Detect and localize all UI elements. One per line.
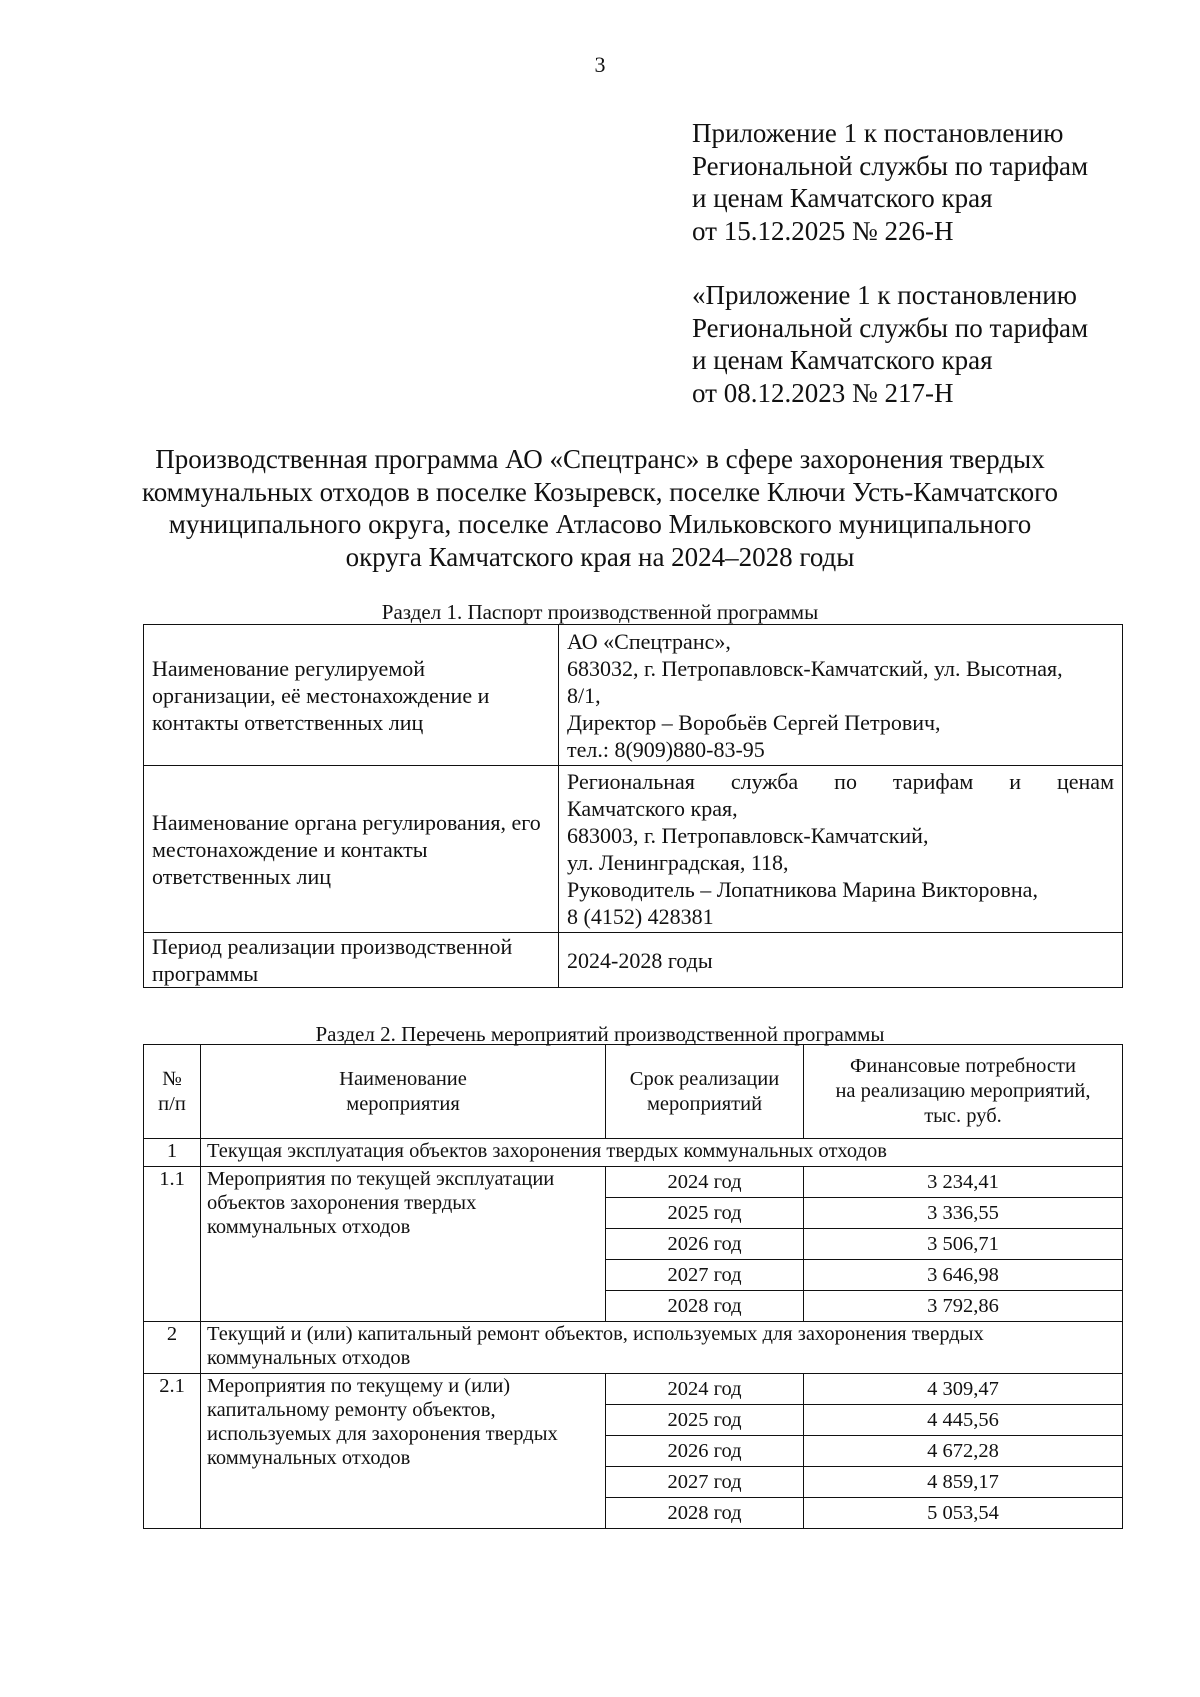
header-text: мероприятий: [646, 1092, 763, 1115]
item-year: 2026 год: [606, 1436, 804, 1467]
passport-value-line: ул. Ленинградская, 118,: [567, 850, 789, 875]
passport-value: [559, 933, 1123, 988]
header-finance: [804, 1045, 1123, 1139]
appendix-line: Региональной службы по тарифам: [692, 312, 1089, 343]
item-year: 2025 год: [606, 1405, 804, 1436]
passport-value: [559, 766, 1123, 933]
passport-row-organization: [144, 625, 1123, 766]
passport-value-line: 8 (4152) 428381: [567, 904, 714, 929]
item-name: Мероприятия по текущему и (или) капитальному ремонту объектов, используемых для захоронения твердых коммунальных отходов: [201, 1374, 606, 1529]
item-year: 2026 год: [606, 1229, 804, 1260]
plan-header-row: [144, 1045, 1123, 1139]
passport-value-line: АО «Спецтранс»,: [567, 628, 731, 654]
appendix-line: от 15.12.2025 № 226-Н: [692, 215, 954, 246]
item-amount: 4 672,28: [804, 1436, 1123, 1467]
document-title: [100, 443, 1100, 573]
item-amount: 5 053,54: [804, 1498, 1123, 1529]
item-amount: 3 646,98: [804, 1260, 1123, 1291]
passport-table: [143, 624, 1123, 988]
item-num: 2.1: [144, 1374, 201, 1529]
item-amount: 4 445,56: [804, 1405, 1123, 1436]
item-amount: 4 309,47: [804, 1374, 1123, 1405]
passport-label: Период реализации производственной программы: [144, 933, 559, 988]
title-line: муниципального округа, поселке Атласово Мильковского муниципального: [168, 509, 1032, 539]
item-row: [144, 1167, 1123, 1198]
header-text: тыс. руб.: [924, 1105, 1002, 1127]
appendix-line: от 08.12.2023 № 217-Н: [692, 377, 954, 408]
passport-label: Наименование регулируемой организации, её местонахождение и контакты ответственных лиц: [144, 625, 559, 766]
passport-value-line: Директор – Воробьёв Сергей Петрович,: [567, 709, 941, 735]
item-year: 2027 год: [606, 1467, 804, 1498]
page-number: 3: [594, 52, 606, 77]
item-year: 2025 год: [606, 1198, 804, 1229]
item-year: 2027 год: [606, 1260, 804, 1291]
item-name: Мероприятия по текущей эксплуатации объектов захоронения твердых коммунальных отходов: [201, 1167, 606, 1322]
item-num: 1.1: [144, 1167, 201, 1322]
item-year: 2024 год: [606, 1167, 804, 1198]
item-amount: 3 792,86: [804, 1291, 1123, 1322]
section1-caption: Раздел 1. Паспорт производственной программы: [381, 600, 819, 624]
group-row: [144, 1139, 1123, 1167]
header-name: [201, 1045, 606, 1139]
appendix-previous: [692, 279, 1088, 409]
passport-value-line: 683003, г. Петропавловск-Камчатский,: [567, 823, 929, 848]
header-text: Наименование: [339, 1067, 467, 1090]
appendix-line: и ценам Камчатского края: [692, 183, 993, 213]
item-amount: 3 506,71: [804, 1229, 1123, 1260]
item-year: 2028 год: [606, 1291, 804, 1322]
passport-value-line: 8/1,: [567, 682, 601, 708]
header-text: мероприятия: [346, 1092, 460, 1115]
passport-label: Наименование органа регулирования, его местонахождение и контакты ответственных лиц: [144, 766, 559, 933]
passport-value: [559, 625, 1123, 766]
appendix-line: и ценам Камчатского края: [692, 345, 993, 375]
appendix-current: [692, 117, 1088, 247]
appendix-line: «Приложение 1 к постановлению: [692, 280, 1077, 310]
title-line: коммунальных отходов в поселке Козыревск, поселке Ключи Усть-Камчатского: [141, 476, 1059, 507]
group-num: 1: [144, 1139, 201, 1167]
passport-row-period: [144, 933, 1123, 988]
title-line: округа Камчатского края на 2024–2028 годы: [345, 541, 855, 572]
header-term: [606, 1045, 804, 1139]
passport-value-line: Камчатского края,: [567, 796, 738, 821]
item-year: 2028 год: [606, 1498, 804, 1529]
item-amount: 3 234,41: [804, 1167, 1123, 1198]
item-amount: 3 336,55: [804, 1198, 1123, 1229]
passport-value-line: тел.: 8(909)880-83-95: [567, 736, 765, 762]
appendix-line: Региональной службы по тарифам: [692, 150, 1089, 181]
item-year: 2024 год: [606, 1374, 804, 1405]
header-text: на реализацию мероприятий,: [835, 1080, 1091, 1102]
appendix-line: Приложение 1 к постановлению: [692, 118, 1064, 148]
header-text: п/п: [158, 1092, 186, 1115]
passport-value-line: Региональная служба по тарифам и ценам: [567, 769, 1114, 794]
passport-value-line: 2024-2028 годы: [567, 947, 713, 973]
header-text: Срок реализации: [629, 1067, 780, 1090]
header-text: Финансовые потребности: [850, 1055, 1076, 1077]
group-title: Текущий и (или) капитальный ремонт объектов, используемых для захоронения твердых коммунальных отходов: [201, 1322, 1123, 1374]
item-amount: 4 859,17: [804, 1467, 1123, 1498]
passport-value-line: Руководитель – Лопатникова Марина Викторовна,: [567, 877, 1038, 902]
group-title: Текущая эксплуатация объектов захоронения твердых коммунальных отходов: [201, 1139, 1123, 1167]
group-row: [144, 1322, 1123, 1374]
header-text: №: [162, 1067, 182, 1090]
passport-value-line: 683032, г. Петропавловск-Камчатский, ул. Высотная,: [567, 655, 1063, 681]
passport-row-regulator: [144, 766, 1123, 933]
header-num: [144, 1045, 201, 1139]
title-line: Производственная программа АО «Спецтранс» в сфере захоронения твердых: [155, 444, 1045, 474]
item-row: [144, 1374, 1123, 1405]
section2-caption: Раздел 2. Перечень мероприятий производственной программы: [315, 1022, 885, 1046]
plan-table: [143, 1044, 1123, 1529]
group-num: 2: [144, 1322, 201, 1374]
